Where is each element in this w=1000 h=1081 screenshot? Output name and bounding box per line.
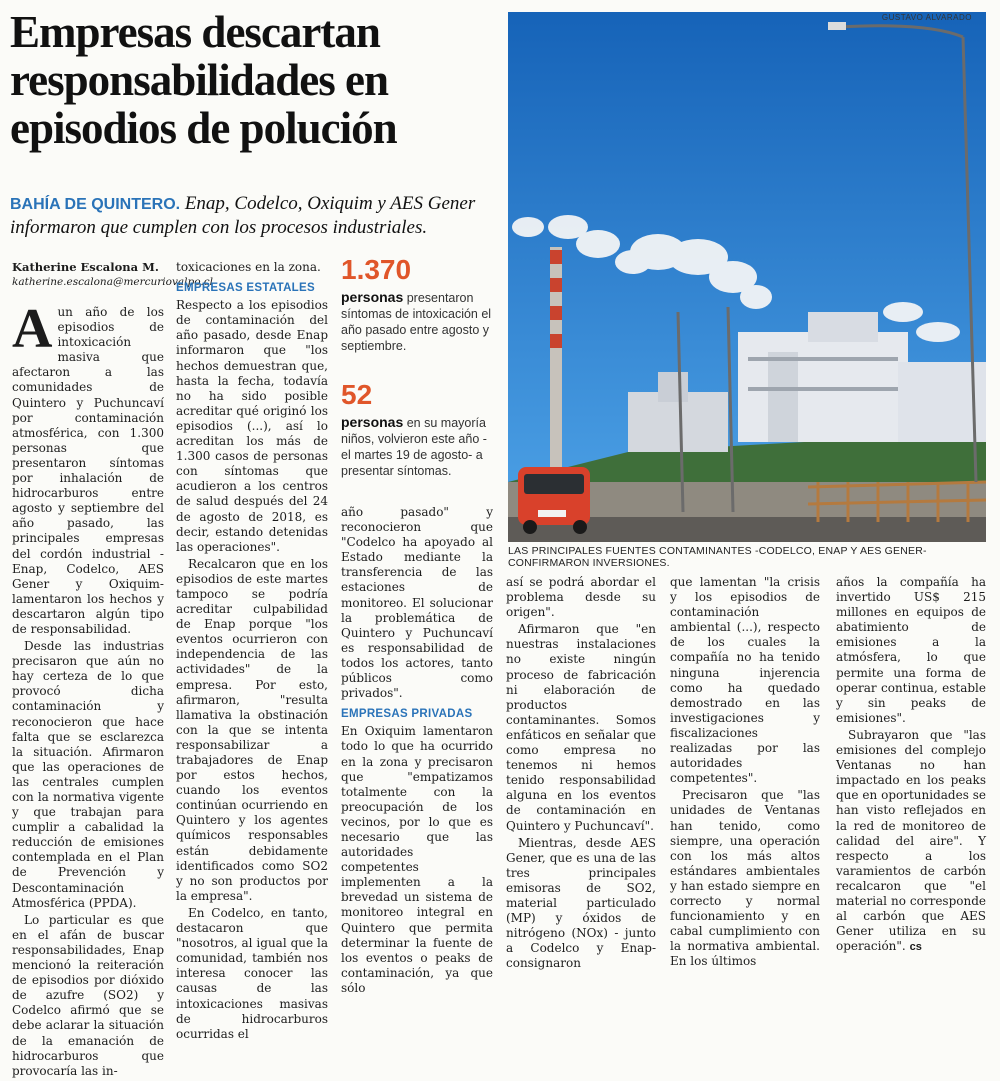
- photo-caption: LAS PRINCIPALES FUENTES CONTAMINANTES -CODELCO, ENAP Y AES GENER- CONFIRMARON INVERSIONES.: [508, 545, 927, 569]
- paragraph: Mientras, desde AES Gener, que es una de las tres principales emisoras de SO2, material particulado (MP) y óxidos de nitrógeno (NOx) - junto a Codelco y Enap- consignaron: [506, 835, 656, 971]
- paragraph: así se podrá abordar el problema desde su origen".: [506, 575, 656, 620]
- stat-number: 52: [341, 379, 373, 410]
- paragraph: toxicaciones en la zona.: [176, 260, 321, 274]
- column-4: [506, 575, 656, 973]
- paragraph: Aun año de los episodios de intoxicación masiva que afectaron a las comunidades de Quintero y Puchuncaví por contaminación atmosférica, con 1.300 personas que presentaron síntomas por inhalación de hidrocarburos entre agosto y septiembre del año pasado, las principales empresas del cordón industrial -Enap, Codelco, AES Gener y Oxiquim- lamentaron los hechos y descartaron algún tipo de responsabilidad.: [12, 298, 164, 636]
- paragraph: año pasado" y reconocieron que "Codelco ha apoyado al Estado mediante la transferencia de las estaciones de monitoreo. El solucionar la problemática de Quintero y Puchuncaví es responsabilidad de todos los actores, tanto públicos como privados".: [341, 505, 493, 701]
- stat-text: personas en su mayoría niños, volvieron este año -el martes 19 de agosto- a presentar síntomas.: [341, 414, 487, 478]
- paragraph: En Oxiquim lamentaron todo lo que ha ocurrido en la zona y precisaron que "empatizamos totalmente con la preocupación de los vecinos, por lo que es necesario que las autoridades competentes implementen a la brevedad un sistema de monitoreo integral en Quintero que permita determinar la fuente de los eventos o peaks de contaminación, ya que sólo: [341, 724, 493, 995]
- column-3: [341, 505, 493, 998]
- streetlight: [828, 22, 846, 30]
- paragraph: Afirmaron que "en nuestras instalaciones no existe ningún proceso de fabricación ni elaboración de productos contaminantes. Somos enfáticos en señalar que como empresa no tenemos ni hemos tenido responsabilidad alguna en los eventos de contaminación en Quintero y Puchuncaví".: [506, 622, 656, 833]
- paragraph: Lo particular es que en el afán de buscar responsabilidades, Enap mencionó la reiteración de episodios por dióxido de azufre (SO2) y Codelco afirmó que se debe aclarar la situación de la emanación de hidrocarburos que provocaría las in-: [12, 912, 164, 1078]
- stat-number: 1.370: [341, 254, 412, 285]
- drop-cap: A: [12, 298, 53, 360]
- photo-illustration: [508, 12, 986, 542]
- section-heading-estatales: EMPRESAS ESTATALES: [176, 282, 315, 295]
- paragraph: que lamentan "la crisis y los episodios de contaminación ambiental (...), respecto de los cuales la compañía no ha tenido ninguna injerencia como ha quedado demostrado en las investigaciones y fiscalizaciones realizadas por las autoridades competentes".: [670, 575, 820, 786]
- headline: Empresas descartan responsabilidades en episodios de polución: [10, 7, 397, 153]
- section-heading-privadas: EMPRESAS PRIVADAS: [341, 708, 473, 721]
- article-photo: [508, 12, 986, 542]
- byline-author: Katherine Escalona M.: [12, 260, 159, 274]
- red-van: [518, 467, 590, 534]
- paragraph: Recalcaron que en los episodios de este martes tampoco se podría acreditar culpabilidad de Enap porque "los eventos ocurrieron con independencia de las actividades" de la empresa. Por esto, afirmaron, "resulta llamativa la obstinación con la que se intenta responsabilizar a trabajadores de Enap por estos hechos, cuando los eventos continúan ocurriendo en Quintero y los agentes químicos responsables están debidamente identificados como SO2 y no son productos por la empresa".: [176, 556, 328, 903]
- deck-text: Enap, Codelco, Oxiquim y AES Gener informaron que cumplen con los procesos industriales.: [10, 193, 476, 238]
- paragraph: En Codelco, en tanto, destacaron que "nosotros, al igual que la comunidad, también nos interesa conocer las causas de las intoxicaciones masivas de hidrocarburos ocurridas el: [176, 905, 328, 1041]
- column-5: [670, 575, 820, 971]
- column-6: [836, 575, 986, 957]
- column-1: [12, 260, 213, 1081]
- end-mark: cs: [909, 941, 922, 954]
- paragraph: Precisaron que "las unidades de Ventanas han tenido, como siempre, una operación con los más altos estándares ambientales y han estado siempre en correcto y normal funcionamiento y en cabal cumplimiento con la normativa ambiental. En los últimos: [670, 788, 820, 969]
- deck-kicker: BAHÍA DE QUINTERO.: [10, 196, 181, 213]
- photo-credit: GUSTAVO ALVARADO: [881, 13, 972, 22]
- stats-box: [341, 255, 493, 479]
- paragraph: Respecto a los episodios de contaminación del año pasado, desde Enap informaron que "los hechos demuestran que, hasta la fecha, todavía no ha sido posible acreditar qué originó los episodios (...), así lo acreditan los más de 1.300 casos de personas con síntomas que acudieron a los centros de salud después del 24 de agosto de 2018, es decir, estando detenidas las operaciones".: [176, 298, 328, 554]
- byline-email: katherine.escalona@mercuriovalpo.cl: [12, 276, 213, 288]
- column-2: [176, 260, 328, 1044]
- chimney: [550, 247, 562, 477]
- stat-text: personas presentaron síntomas de intoxicación el año pasado entre agosto y septiembre.: [341, 289, 492, 353]
- paragraph: Subrayaron que "las emisiones del complejo Ventanas no han impactado en los peaks que en oportunidades se han visto reflejados en la red de monitoreo de calidad del aire". Y respecto a los varamientos de carbón recalcaron que "el material no corresponde al carbón que AES Gener utiliza en su operación". cs: [836, 727, 986, 954]
- paragraph: Desde las industrias precisaron que aún no hay certeza de lo que provocó dicha contaminación y reconocieron que hace falta que se esclarezca la situación. Afirmaron que las operaciones de las centrales cumplen con la normativa vigente y que trabajan para cumplir a cabalidad la reducción de emisiones contemplada en el Plan de Prevención y Descontaminación Atmosférica (PPDA).: [12, 639, 164, 910]
- paragraph: años la compañía ha invertido US$ 215 millones en equipos de abatimiento de emisiones a la atmósfera, lo que permite una forma de operar continua, estable y sin peaks de emisiones".: [836, 575, 986, 725]
- deck: [10, 192, 500, 239]
